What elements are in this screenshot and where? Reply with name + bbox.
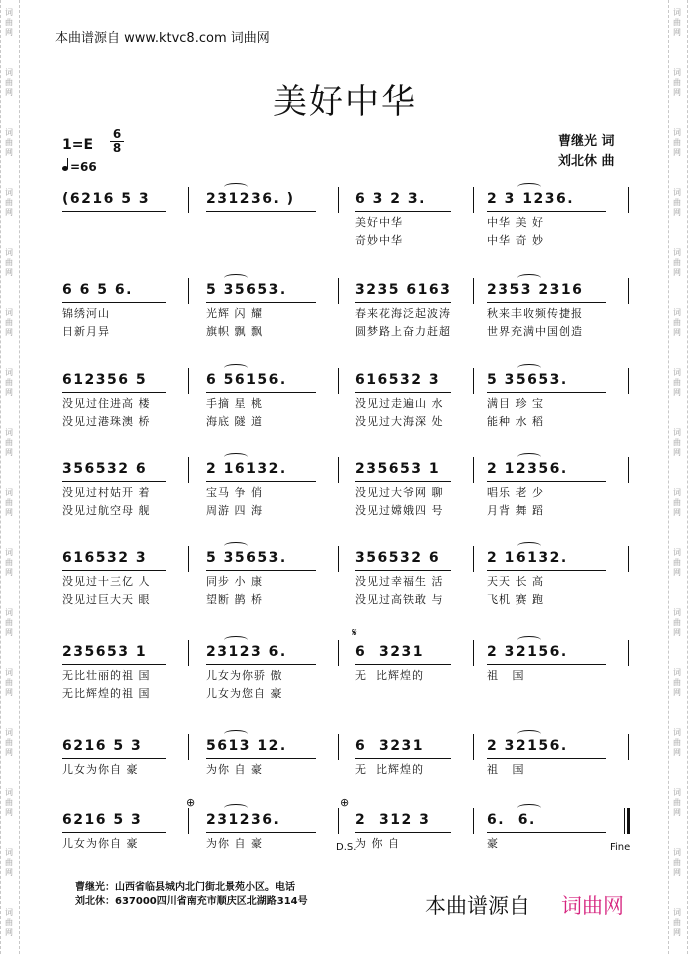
bar-line xyxy=(188,640,189,666)
watermark-glyph: 词 xyxy=(5,608,13,617)
measure-notes: 3235 6163 xyxy=(355,282,452,298)
watermark-glyph: 曲 xyxy=(5,498,13,507)
slur-mark xyxy=(224,274,248,282)
bar-line xyxy=(473,640,474,666)
lyric-text: 为 你 自 xyxy=(355,837,400,850)
lyric-text: 没见过港珠澳 桥 xyxy=(62,415,151,428)
bar-line xyxy=(188,734,189,760)
watermark-glyph: 曲 xyxy=(5,78,13,87)
slur-mark xyxy=(224,453,248,461)
time-signature xyxy=(110,128,124,155)
lyric-text: 没见过航空母 舰 xyxy=(62,504,151,517)
watermark-glyph: 网 xyxy=(673,868,681,877)
watermark-glyph: 网 xyxy=(5,688,13,697)
measure-notes: 23123 6. xyxy=(206,644,287,660)
contact-line-2: 刘北休：637000四川省南充市顺庆区北湖路314号 xyxy=(75,896,308,907)
slur-mark xyxy=(517,274,541,282)
bar-line xyxy=(338,808,339,834)
lyric-text: 宝马 争 俏 xyxy=(206,486,263,499)
bar-line xyxy=(628,368,629,394)
measure-notes: 616532 3 xyxy=(62,550,148,566)
beam-underline xyxy=(206,758,316,759)
watermark-glyph: 词 xyxy=(673,128,681,137)
measure-notes: 235653 1 xyxy=(355,461,441,477)
lyric-text: 中华 美 好 xyxy=(487,216,544,229)
beam-underline xyxy=(62,570,166,571)
beam-underline xyxy=(487,481,606,482)
beam-underline xyxy=(487,211,606,212)
lyric-text: 奇妙中华 xyxy=(355,234,403,247)
lyric-text: 没见过村姑开 着 xyxy=(62,486,151,499)
bar-line xyxy=(188,546,189,572)
watermark-glyph: 词 xyxy=(673,788,681,797)
beam-underline xyxy=(355,392,451,393)
beam-underline xyxy=(206,664,316,665)
lyric-text: 手摘 星 桃 xyxy=(206,397,263,410)
watermark-glyph: 曲 xyxy=(673,678,681,687)
watermark-glyph: 网 xyxy=(673,508,681,517)
beam-underline xyxy=(206,392,316,393)
watermark-glyph: 网 xyxy=(5,628,13,637)
slur-mark xyxy=(517,636,541,644)
watermark-glyph: 曲 xyxy=(673,798,681,807)
bar-line xyxy=(473,368,474,394)
measure-notes: 5 35653. xyxy=(206,282,287,298)
watermark-glyph: 曲 xyxy=(673,18,681,27)
watermark-glyph: 网 xyxy=(673,628,681,637)
watermark-glyph: 词 xyxy=(5,8,13,17)
measure-notes: 231236. xyxy=(206,812,281,828)
watermark-glyph: 词 xyxy=(673,188,681,197)
slur-mark xyxy=(517,183,541,191)
slur-mark xyxy=(517,804,541,812)
watermark-glyph: 网 xyxy=(5,448,13,457)
lyric-text: 为你 自 豪 xyxy=(206,837,263,850)
measure-notes: 616532 3 xyxy=(355,372,441,388)
lyric-text: 没见过走遍山 水 xyxy=(355,397,444,410)
beam-underline xyxy=(487,302,606,303)
watermark-glyph: 词 xyxy=(673,608,681,617)
watermark-glyph: 网 xyxy=(673,448,681,457)
watermark-glyph: 曲 xyxy=(673,858,681,867)
beam-underline xyxy=(355,664,451,665)
lyric-text: 没见过住进高 楼 xyxy=(62,397,151,410)
lyric-text: 春来花海泛起波涛 xyxy=(355,307,451,320)
measure-notes: (6216 5 3 xyxy=(62,191,151,207)
watermark-glyph: 网 xyxy=(673,568,681,577)
beam-underline xyxy=(355,302,451,303)
watermark-glyph: 词 xyxy=(673,728,681,737)
watermark-glyph: 词 xyxy=(673,488,681,497)
watermark-glyph: 词 xyxy=(5,128,13,137)
measure-notes: 6216 5 3 xyxy=(62,812,143,828)
slur-mark xyxy=(224,542,248,550)
bar-line xyxy=(338,187,339,213)
watermark-glyph: 网 xyxy=(673,28,681,37)
lyric-text: 儿女为您自 豪 xyxy=(206,687,283,700)
lyric-text: 光辉 闪 耀 xyxy=(206,307,263,320)
brand-text: 本曲谱源自 xyxy=(425,894,530,918)
watermark-glyph: 曲 xyxy=(673,378,681,387)
watermark-glyph: 词 xyxy=(5,188,13,197)
measure-notes: 2 12356. xyxy=(487,461,568,477)
measure-notes: 2 16132. xyxy=(206,461,287,477)
lyric-text: 豪 xyxy=(487,837,499,850)
beam-underline xyxy=(355,211,451,212)
watermark-glyph: 词 xyxy=(5,788,13,797)
lyric-text: 天天 长 高 xyxy=(487,575,544,588)
tempo-mark xyxy=(62,160,97,174)
watermark-glyph: 网 xyxy=(673,148,681,157)
measure-notes: 6 6 5 6. xyxy=(62,282,133,298)
bar-line xyxy=(628,278,629,304)
measure-notes: 235653 1 xyxy=(62,644,148,660)
composer-credit: 刘北休 曲 xyxy=(558,154,615,169)
site-header: 本曲谱源自 www.ktvc8.com 词曲网 xyxy=(55,31,270,46)
beam-underline xyxy=(487,392,606,393)
bar-line xyxy=(628,457,629,483)
slur-mark xyxy=(517,730,541,738)
watermark-glyph: 词 xyxy=(673,248,681,257)
watermark-glyph: 曲 xyxy=(673,738,681,747)
watermark-glyph: 网 xyxy=(5,148,13,157)
fine-mark: Fine xyxy=(610,842,631,853)
measure-notes: 5 35653. xyxy=(487,372,568,388)
watermark-glyph: 词 xyxy=(673,548,681,557)
lyric-text: 没见过大海深 处 xyxy=(355,415,444,428)
measure-notes: 2 3 1236. xyxy=(487,191,575,207)
lyric-text: 没见过十三亿 人 xyxy=(62,575,151,588)
measure-notes: 231236. ) xyxy=(206,191,295,207)
slur-mark xyxy=(224,804,248,812)
lyric-text: 望断 鹊 桥 xyxy=(206,593,263,606)
bar-line xyxy=(338,734,339,760)
bar-line xyxy=(338,368,339,394)
watermark-glyph: 曲 xyxy=(5,198,13,207)
beam-underline xyxy=(487,664,606,665)
lyric-text: 儿女为你自 豪 xyxy=(62,837,139,850)
watermark-glyph: 曲 xyxy=(673,318,681,327)
watermark-glyph: 网 xyxy=(5,568,13,577)
watermark-glyph: 曲 xyxy=(5,138,13,147)
beam-underline xyxy=(206,570,316,571)
beam-underline xyxy=(206,481,316,482)
contact-line-1: 曹继光：山西省临县城内北门街北景苑小区。电话 xyxy=(75,882,295,893)
measure-notes: 6 56156. xyxy=(206,372,287,388)
watermark-glyph: 曲 xyxy=(673,918,681,927)
watermark-glyph: 曲 xyxy=(673,498,681,507)
lyric-text: 没见过幸福生 活 xyxy=(355,575,444,588)
watermark-glyph: 网 xyxy=(673,268,681,277)
watermark-glyph: 曲 xyxy=(5,918,13,927)
watermark-glyph: 词 xyxy=(5,488,13,497)
beam-underline xyxy=(355,758,451,759)
song-title: 美好中华 xyxy=(273,82,417,122)
beam-underline xyxy=(355,481,451,482)
lyric-text: 周游 四 海 xyxy=(206,504,263,517)
lyric-text: 圆梦路上奋力赶超 xyxy=(355,325,451,338)
lyric-text: 唱乐 老 少 xyxy=(487,486,544,499)
lyric-text: 无 比辉煌的 xyxy=(355,669,424,682)
bar-line xyxy=(473,278,474,304)
watermark-glyph: 曲 xyxy=(5,678,13,687)
lyric-text: 日新月异 xyxy=(62,325,110,338)
beam-underline xyxy=(355,832,451,833)
watermark-glyph: 词 xyxy=(673,848,681,857)
coda-sign: ⊕ xyxy=(186,796,196,809)
beam-underline xyxy=(62,392,166,393)
lyric-text: 无比辉煌的祖 国 xyxy=(62,687,151,700)
lyric-text: 儿女为你自 豪 xyxy=(62,763,139,776)
watermark-glyph: 网 xyxy=(673,88,681,97)
measure-notes: 2353 2316 xyxy=(487,282,584,298)
lyric-text: 海底 隧 道 xyxy=(206,415,263,428)
measure-notes: 6 3231 xyxy=(355,738,424,754)
lyric-text: 无 比辉煌的 xyxy=(355,763,424,776)
watermark-glyph: 词 xyxy=(5,728,13,737)
watermark-glyph: 词 xyxy=(673,8,681,17)
watermark-glyph: 网 xyxy=(673,808,681,817)
slur-mark xyxy=(224,364,248,372)
watermark-glyph: 网 xyxy=(5,88,13,97)
watermark-glyph: 曲 xyxy=(673,198,681,207)
beam-underline xyxy=(487,758,606,759)
watermark-glyph: 曲 xyxy=(5,18,13,27)
lyricist-credit: 曹继光 词 xyxy=(558,134,615,149)
lyric-text: 没见过嫦娥四 号 xyxy=(355,504,444,517)
lyric-text: 锦绣河山 xyxy=(62,307,110,320)
lyric-text: 祖 国 xyxy=(487,763,525,776)
bar-line xyxy=(338,278,339,304)
watermark-glyph: 曲 xyxy=(673,78,681,87)
quarter-note-icon xyxy=(62,166,68,171)
lyric-text: 祖 国 xyxy=(487,669,525,682)
lyric-text: 无比壮丽的祖 国 xyxy=(62,669,151,682)
measure-notes: 356532 6 xyxy=(355,550,441,566)
watermark-glyph: 曲 xyxy=(5,738,13,747)
slur-mark xyxy=(224,730,248,738)
beam-underline xyxy=(206,211,316,212)
watermark-glyph: 曲 xyxy=(5,318,13,327)
watermark-glyph: 曲 xyxy=(5,258,13,267)
beam-underline xyxy=(487,570,606,571)
bar-line xyxy=(628,546,629,572)
lyric-text: 秋来丰收频传捷报 xyxy=(487,307,583,320)
watermark-glyph: 网 xyxy=(673,208,681,217)
slur-mark xyxy=(224,636,248,644)
bar-line xyxy=(188,457,189,483)
bar-line xyxy=(188,187,189,213)
slur-mark xyxy=(517,364,541,372)
measure-notes: 2 16132. xyxy=(487,550,568,566)
bar-line xyxy=(473,187,474,213)
watermark-glyph: 网 xyxy=(673,928,681,937)
watermark-glyph: 曲 xyxy=(5,438,13,447)
watermark-glyph: 词 xyxy=(5,668,13,677)
tempo-value: =66 xyxy=(70,160,97,174)
watermark-glyph: 网 xyxy=(5,508,13,517)
time-signature-top: 6 xyxy=(112,127,122,141)
watermark-glyph: 词 xyxy=(673,908,681,917)
watermark-glyph: 网 xyxy=(5,28,13,37)
watermark-glyph: 词 xyxy=(5,368,13,377)
bar-line xyxy=(188,368,189,394)
lyric-text: 同步 小 康 xyxy=(206,575,263,588)
beam-underline xyxy=(62,302,166,303)
bar-line xyxy=(473,808,474,834)
lyric-text: 旗帜 飘 飘 xyxy=(206,325,263,338)
measure-notes: 5613 12. xyxy=(206,738,287,754)
measure-notes: 612356 5 xyxy=(62,372,148,388)
bar-line xyxy=(338,640,339,666)
contact-footer xyxy=(75,881,308,909)
lyric-text: 飞机 赛 跑 xyxy=(487,593,544,606)
bar-line xyxy=(473,546,474,572)
lyric-text: 儿女为你骄 傲 xyxy=(206,669,283,682)
lyric-text: 为你 自 豪 xyxy=(206,763,263,776)
key-signature: 1=E xyxy=(62,137,94,153)
time-signature-bottom: 8 xyxy=(110,141,124,155)
lyric-text: 月背 舞 蹈 xyxy=(487,504,544,517)
watermark-glyph: 网 xyxy=(5,868,13,877)
watermark-glyph: 网 xyxy=(673,328,681,337)
slur-mark xyxy=(517,542,541,550)
lyric-text: 世界充满中国创造 xyxy=(487,325,583,338)
watermark-glyph: 网 xyxy=(5,328,13,337)
watermark-glyph: 词 xyxy=(5,68,13,77)
measure-notes: 356532 6 xyxy=(62,461,148,477)
bar-line xyxy=(188,278,189,304)
watermark-glyph: 词 xyxy=(5,248,13,257)
watermark-glyph: 词 xyxy=(673,368,681,377)
watermark-glyph: 曲 xyxy=(673,438,681,447)
watermark-glyph: 词 xyxy=(673,68,681,77)
watermark-glyph: 网 xyxy=(673,748,681,757)
measure-notes: 6. 6. xyxy=(487,812,536,828)
final-bar-line xyxy=(624,808,625,834)
bar-line xyxy=(628,734,629,760)
beam-underline xyxy=(62,481,166,482)
watermark-glyph: 网 xyxy=(5,928,13,937)
beam-underline xyxy=(487,832,606,833)
watermark-glyph: 曲 xyxy=(5,378,13,387)
watermark-glyph: 曲 xyxy=(5,858,13,867)
brand-logo-text: 词曲网 xyxy=(561,894,624,918)
watermark-glyph: 曲 xyxy=(5,618,13,627)
measure-notes: 5 35653. xyxy=(206,550,287,566)
measure-notes: 6 3231 xyxy=(355,644,424,660)
beam-underline xyxy=(206,302,316,303)
bar-line xyxy=(628,187,629,213)
watermark-glyph: 词 xyxy=(5,308,13,317)
measure-notes: 2 32156. xyxy=(487,644,568,660)
dal-segno-mark: D.S. xyxy=(336,842,357,853)
watermark-glyph: 网 xyxy=(5,208,13,217)
lyric-text: 没见过大爷网 聊 xyxy=(355,486,444,499)
watermark-glyph: 网 xyxy=(5,808,13,817)
beam-underline xyxy=(62,758,166,759)
bar-line xyxy=(188,808,189,834)
beam-underline xyxy=(355,570,451,571)
watermark-glyph: 词 xyxy=(5,548,13,557)
beam-underline xyxy=(206,832,316,833)
measure-notes: 2 312 3 xyxy=(355,812,431,828)
watermark-glyph: 网 xyxy=(5,388,13,397)
lyric-text: 中华 奇 妙 xyxy=(487,234,544,247)
bar-line xyxy=(473,734,474,760)
watermark-glyph: 网 xyxy=(673,688,681,697)
beam-underline xyxy=(62,832,166,833)
watermark-glyph: 网 xyxy=(5,748,13,757)
lyric-text: 满目 珍 宝 xyxy=(487,397,544,410)
measure-notes: 6216 5 3 xyxy=(62,738,143,754)
slur-mark xyxy=(517,453,541,461)
bar-line xyxy=(628,640,629,666)
watermark-glyph: 网 xyxy=(5,268,13,277)
coda-sign: ⊕ xyxy=(340,796,350,809)
watermark-glyph: 词 xyxy=(5,848,13,857)
watermark-glyph: 曲 xyxy=(673,558,681,567)
segno-sign: 𝄋 xyxy=(352,626,357,639)
watermark-glyph: 网 xyxy=(673,388,681,397)
bar-line xyxy=(473,457,474,483)
final-bar-line-thick xyxy=(627,808,630,834)
lyric-text: 没见过巨大天 眼 xyxy=(62,593,151,606)
beam-underline xyxy=(62,664,166,665)
lyric-text: 没见过高铁敢 与 xyxy=(355,593,444,606)
bar-line xyxy=(338,457,339,483)
bar-line xyxy=(338,546,339,572)
watermark-glyph: 曲 xyxy=(673,258,681,267)
watermark-glyph: 词 xyxy=(673,308,681,317)
watermark-glyph: 曲 xyxy=(5,558,13,567)
watermark-glyph: 词 xyxy=(673,668,681,677)
measure-notes: 2 32156. xyxy=(487,738,568,754)
watermark-glyph: 词 xyxy=(5,908,13,917)
watermark-glyph: 曲 xyxy=(673,138,681,147)
measure-notes: 6 3 2 3. xyxy=(355,191,426,207)
lyric-text: 能种 水 稻 xyxy=(487,415,544,428)
lyric-text: 美好中华 xyxy=(355,216,403,229)
watermark-glyph: 词 xyxy=(5,428,13,437)
watermark-glyph: 曲 xyxy=(5,798,13,807)
watermark-glyph: 曲 xyxy=(673,618,681,627)
beam-underline xyxy=(62,211,166,212)
slur-mark xyxy=(224,183,248,191)
watermark-glyph: 词 xyxy=(673,428,681,437)
